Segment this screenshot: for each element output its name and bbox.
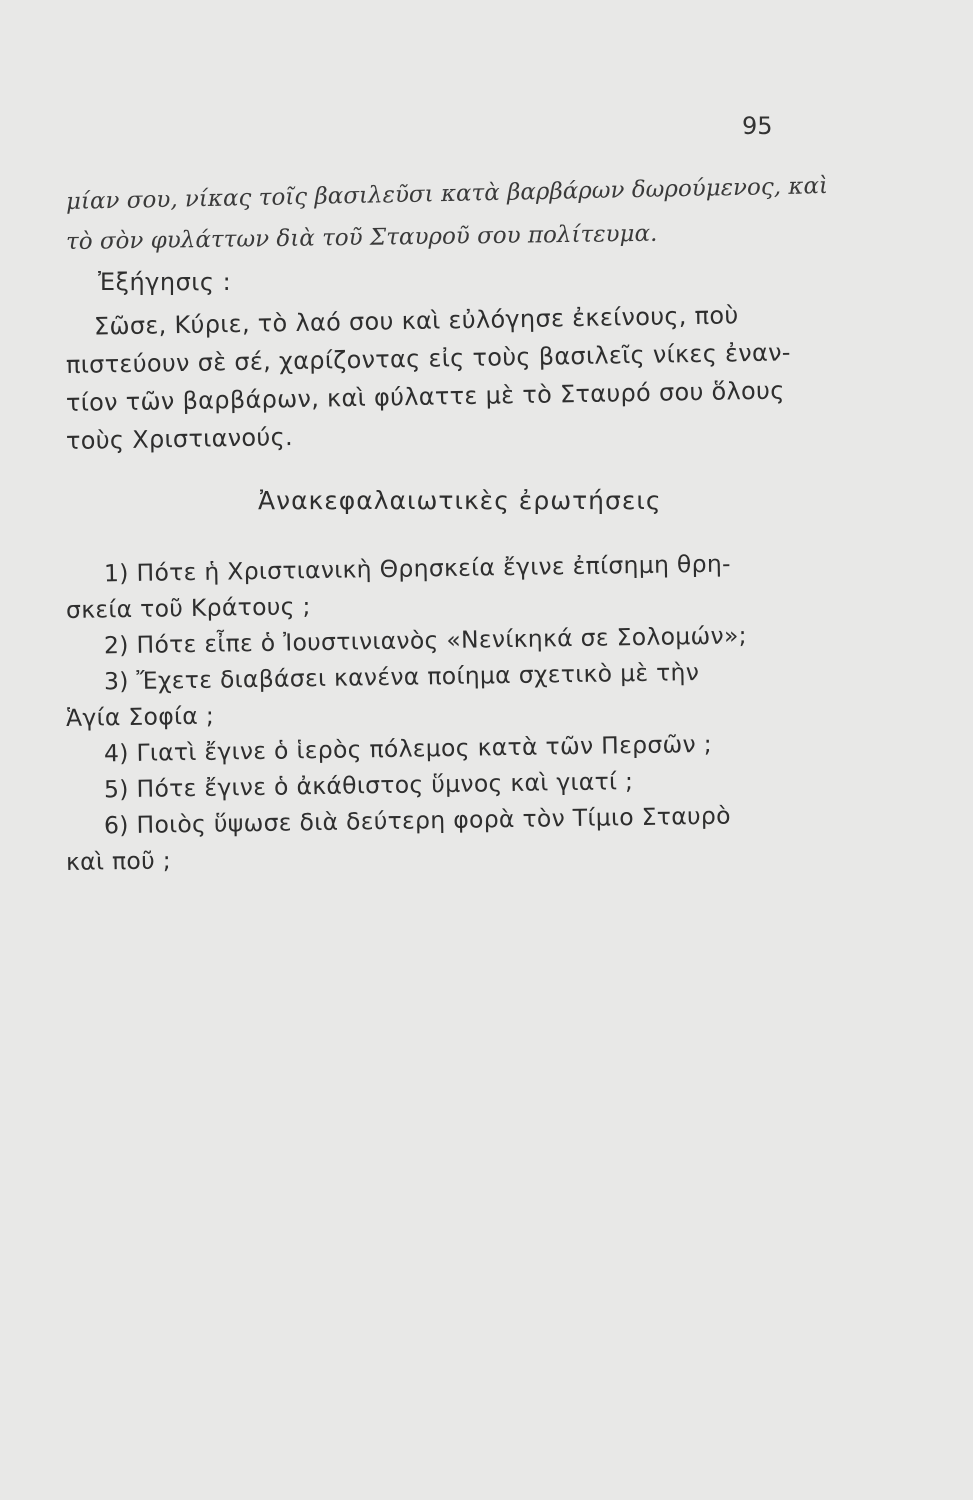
question-item: 2) Πότε εἶπε ὁ Ἰουστινιανὸς «Νενίκηκά σε Σολομών»;	[103, 621, 748, 660]
question-item: 5) Πότε ἔγινε ὁ ἀκάθιστος ὕμνος καὶ γιατί ;	[103, 767, 634, 804]
explanation-paragraph	[65, 301, 792, 460]
explanation-line: πιστεύουν σὲ σέ, χαρίζοντας εἰς τοὺς βασιλεῖς νίκες ἐναν-	[65, 338, 792, 379]
section-title: Ἀνακεφαλαιωτικὲς ἐρωτήσεις	[258, 486, 662, 515]
question-continuation: καὶ ποῦ ;	[65, 846, 172, 876]
question-item: 3) Ἔχετε διαβάσει κανένα ποίημα σχετικὸ μὲ τὴν	[103, 658, 700, 696]
explanation-line: τίον τῶν βαρβάρων, καὶ φύλαττε μὲ τὸ Σταυρό σου ὅλους	[65, 376, 785, 417]
page-number: 95	[742, 112, 773, 140]
verse-line: μίαν σου, νίκας τοῖς βασιλεῦσι κατὰ βαρβάρων δωρούμενος, καὶ	[65, 173, 829, 215]
question-continuation: σκεία τοῦ Κράτους ;	[65, 592, 311, 624]
explanation-line: Σῶσε, Κύριε, τὸ λαό σου καὶ εὐλόγησε ἐκείνους, ποὺ	[93, 301, 739, 341]
question-item: 1) Πότε ἡ Χριστιανικὴ Θρησκεία ἔγινε ἐπίσημη θρη-	[103, 549, 732, 588]
verse-line: τὸ σὸν φυλάττων διὰ τοῦ Σταυροῦ σου πολίτευμα.	[65, 220, 658, 255]
review-questions	[65, 549, 796, 880]
verse-text	[65, 173, 829, 262]
explanation-heading: Ἐξήγησις :	[98, 268, 232, 296]
explanation-line: τοὺς Χριστιανούς.	[65, 423, 294, 455]
question-item: 6) Ποιὸς ὕψωσε διὰ δεύτερη φορὰ τὸν Τίμιο Σταυρὸ	[103, 801, 732, 840]
question-continuation: Ἁγία Σοφία ;	[65, 701, 215, 732]
question-item: 4) Γιατὶ ἔγινε ὁ ἱερὸς πόλεμος κατὰ τῶν Περσῶν ;	[103, 729, 713, 768]
